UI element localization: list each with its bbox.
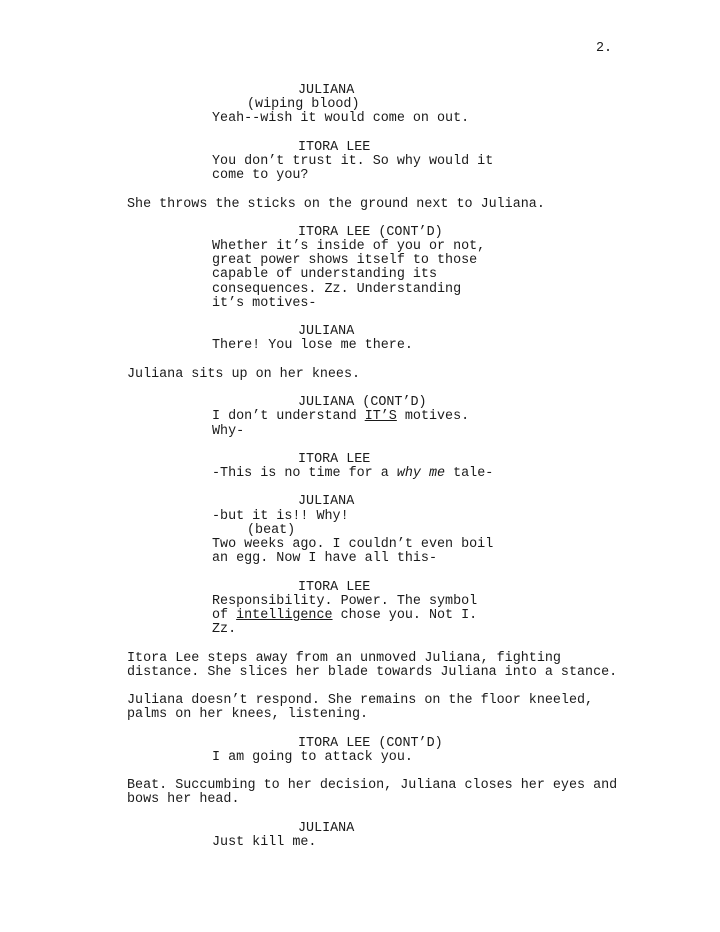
character-cue: ITORA LEE	[298, 139, 371, 155]
underline-text: IT’S	[364, 409, 397, 425]
dialogue-line: Zz.	[212, 622, 237, 638]
dialogue-line: -but it is!! Why!	[212, 508, 349, 524]
blank-line	[0, 680, 720, 694]
blank-line	[0, 439, 720, 453]
character-cue: JULIANA (CONT’D)	[298, 395, 427, 411]
character-cue: ITORA LEE (CONT’D)	[298, 224, 443, 240]
action-line: She throws the sticks on the ground next to Juliana.	[127, 196, 545, 212]
blank-line	[0, 354, 720, 368]
blank-line	[0, 765, 720, 779]
dialogue-line: consequences. Zz. Understanding	[212, 281, 462, 297]
blank-line	[0, 183, 720, 197]
dialogue-line	[0, 609, 720, 623]
dialogue-line: There! You lose me there.	[212, 338, 413, 354]
blank-line	[0, 212, 720, 226]
italic-text: why me	[396, 466, 446, 482]
action-line: Juliana doesn’t respond. She remains on the floor kneeled,	[127, 693, 594, 709]
action-line: distance. She slices her blade towards Juliana into a stance.	[127, 664, 618, 680]
action-line: Itora Lee steps away from an unmoved Juliana, fighting	[127, 650, 561, 666]
action-line: bows her head.	[127, 792, 240, 808]
dialogue-line	[0, 410, 720, 424]
action-line: Beat. Succumbing to her decision, Juliana closes her eyes and	[127, 778, 618, 794]
dialogue-line: it’s motives-	[212, 295, 317, 311]
text-segment: tale-	[445, 466, 494, 482]
dialogue-line: an egg. Now I have all this-	[212, 551, 437, 567]
blank-line	[0, 311, 720, 325]
character-cue: JULIANA	[298, 494, 355, 510]
action-line: palms on her knees, listening.	[127, 707, 369, 723]
dialogue-line: great power shows itself to those	[212, 253, 478, 269]
screenplay-body	[0, 84, 720, 850]
blank-line	[0, 382, 720, 396]
dialogue-line: Yeah--wish it would come on out.	[212, 111, 470, 127]
dialogue-line: come to you?	[212, 168, 309, 184]
blank-line	[0, 127, 720, 141]
blank-line	[0, 722, 720, 736]
text-segment: chose you. Not I.	[332, 607, 478, 623]
text-segment: motives.	[396, 409, 470, 425]
blank-line	[0, 637, 720, 651]
dialogue-line: I am going to attack you.	[212, 749, 413, 765]
character-cue: JULIANA	[298, 820, 355, 836]
blank-line	[0, 481, 720, 495]
text-segment: of	[212, 607, 237, 623]
dialogue-line: Responsibility. Power. The symbol	[212, 593, 478, 609]
dialogue-line: Whether it’s inside of you or not,	[212, 239, 486, 255]
parenthetical: (beat)	[247, 522, 296, 538]
character-cue: ITORA LEE (CONT’D)	[298, 735, 443, 751]
parenthetical: (wiping blood)	[247, 97, 360, 113]
blank-line	[0, 566, 720, 580]
dialogue-line	[0, 467, 720, 481]
dialogue-line: You don’t trust it. So why would it	[212, 153, 494, 169]
character-cue: JULIANA	[298, 83, 355, 98]
blank-line	[0, 808, 720, 822]
action-line: Juliana sits up on her knees.	[127, 366, 361, 382]
dialogue-line: Why-	[212, 423, 245, 439]
text-segment: -This is no time for a	[212, 466, 397, 482]
dialogue-line: capable of understanding its	[212, 267, 437, 283]
character-cue: JULIANA	[298, 324, 355, 340]
dialogue-line: Two weeks ago. I couldn’t even boil	[212, 537, 494, 552]
character-cue: ITORA LEE	[298, 451, 371, 467]
dialogue-line: Just kill me.	[212, 834, 317, 850]
text-segment: I don’t understand	[212, 409, 365, 425]
underline-text: intelligence	[236, 607, 333, 623]
page-number: 2.	[596, 41, 613, 56]
character-cue: ITORA LEE	[298, 579, 371, 595]
